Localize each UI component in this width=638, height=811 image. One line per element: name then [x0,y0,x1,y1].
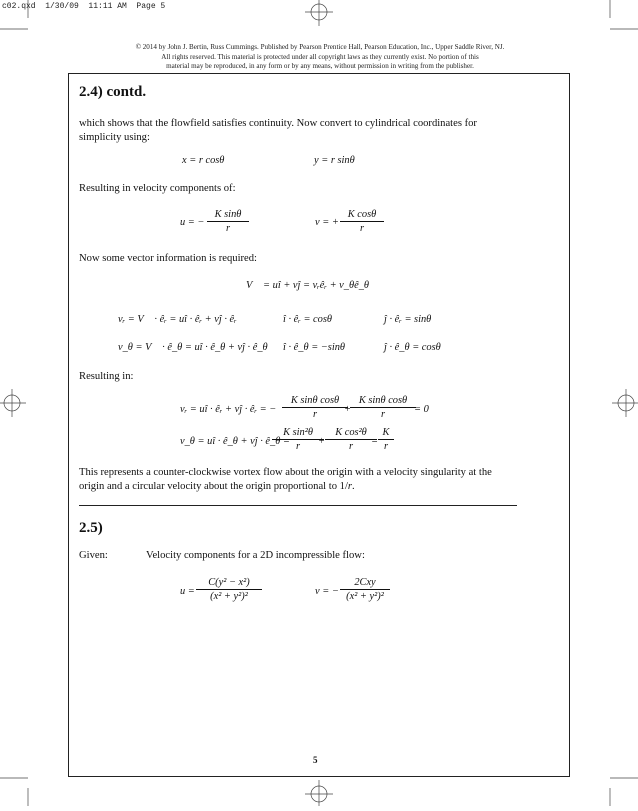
section-heading: 2.4) contd. [79,84,147,100]
flow-v-numerator: 2Cxy [340,576,390,590]
vr-fraction-2-denominator: r [380,409,386,420]
vtheta-fraction-2 [325,426,377,453]
conclusion-text: origin and a circular velocity about the origin proportional to 1/ [79,481,348,492]
copyright-line: All rights reserved. This material is protected under all copyright laws as they currently exist. No portion of this [161,52,479,61]
given-text: Velocity components for a 2D incompressible flow: [146,550,365,561]
vr-fraction-1-denominator: r [312,409,318,420]
vtheta-fraction-2-numerator: K cos²θ [325,426,377,440]
vr-fraction-2 [350,394,416,421]
content-frame [68,73,570,777]
intro-line: simplicity using: [79,132,150,143]
flow-v-lhs: v = − [315,586,339,597]
v-fraction [340,208,384,235]
section-heading: 2.5) [79,520,103,536]
intro-line: which shows that the flowfield satisfies continuity. Now convert to cylindrical coordinates for [79,118,477,129]
copyright-line: material may be reproduced, in any form or by any means, without permission in writing from the publisher. [166,62,474,71]
copyright-line: © 2014 by John J. Bertin, Russ Cummings. Published by Pearson Prentice Hall, Pearson Education, Inc., Upper Saddle River, NJ. [135,43,505,51]
page-number: 5 [313,755,318,765]
flow-u-numerator: C(y² − x²) [196,576,262,590]
equation-vector: V⃗ = uî + vĵ = vᵣêᵣ + v_θê_θ [246,280,369,291]
vtheta-fraction-1-numerator: K sin²θ [272,426,324,440]
vr-fraction-1-numerator: K sinθ cosθ [282,394,348,408]
conclusion-paragraph [79,466,559,494]
equation-i-etheta: î · ê_θ = −sinθ [283,342,346,353]
vr-lhs: vᵣ = uî · êᵣ + vĵ · êᵣ = − [180,404,277,415]
vector-intro: Now some vector information is required: [79,253,257,264]
vtheta-equals: = [371,436,379,447]
flow-v-fraction [340,576,390,603]
equation-vtheta: v_θ = V⃗ · ê_θ = uî · ê_θ + vĵ · ê_θ [118,342,268,353]
u-denominator: r [225,223,231,234]
equation-i-er: î · êᵣ = cosθ [283,314,333,325]
flow-u-lhs: u = [180,586,195,597]
vr-fraction-1 [282,394,348,421]
equation-y: y = r sinθ [314,155,355,166]
u-numerator: K sinθ [207,208,249,222]
v-denominator: r [359,223,365,234]
v-numerator: K cosθ [340,208,384,222]
vtheta-fraction-3-numerator: K [378,426,394,440]
u-lhs: u = − [180,217,205,228]
equation-j-er: ĵ · êᵣ = sinθ [384,314,432,325]
intro-paragraph [79,117,549,145]
equation-vr: vᵣ = V⃗ · êᵣ = uî · êᵣ + vĵ · êᵣ [118,314,237,325]
print-slug: c02.qxd 1/30/09 11:11 AM Page 5 [2,2,166,11]
vr-plus: + [344,404,352,415]
vtheta-fraction-3-denominator: r [383,441,389,452]
given-label: Given: [79,550,108,561]
vtheta-fraction-3 [378,426,394,453]
flow-u-fraction [196,576,262,603]
vtheta-fraction-1 [272,426,324,453]
vtheta-lhs: v_θ = uî · ê_θ + vĵ · ê_θ = [180,436,290,447]
resulting-label: Resulting in: [79,371,134,382]
vr-rhs: = 0 [414,404,429,415]
vr-fraction-2-numerator: K sinθ cosθ [350,394,416,408]
u-fraction [207,208,249,235]
velocity-intro: Resulting in velocity components of: [79,183,236,194]
equation-x: x = r cosθ [182,155,225,166]
vtheta-fraction-1-denominator: r [295,441,301,452]
section-divider [79,505,517,506]
equation-j-etheta: ĵ · ê_θ = cosθ [384,342,441,353]
flow-v-denominator: (x² + y²)² [346,591,384,602]
conclusion-period: . [352,481,355,492]
vtheta-plus: + [318,436,326,447]
copyright-notice [90,43,550,72]
flow-u-denominator: (x² + y²)² [210,591,248,602]
vtheta-fraction-2-denominator: r [348,441,354,452]
conclusion-line: This represents a counter-clockwise vortex flow about the origin with a velocity singularity at the [79,467,492,478]
conclusion-line [79,480,559,494]
v-lhs: v = + [315,217,339,228]
conclusion-variable: r [347,481,353,492]
